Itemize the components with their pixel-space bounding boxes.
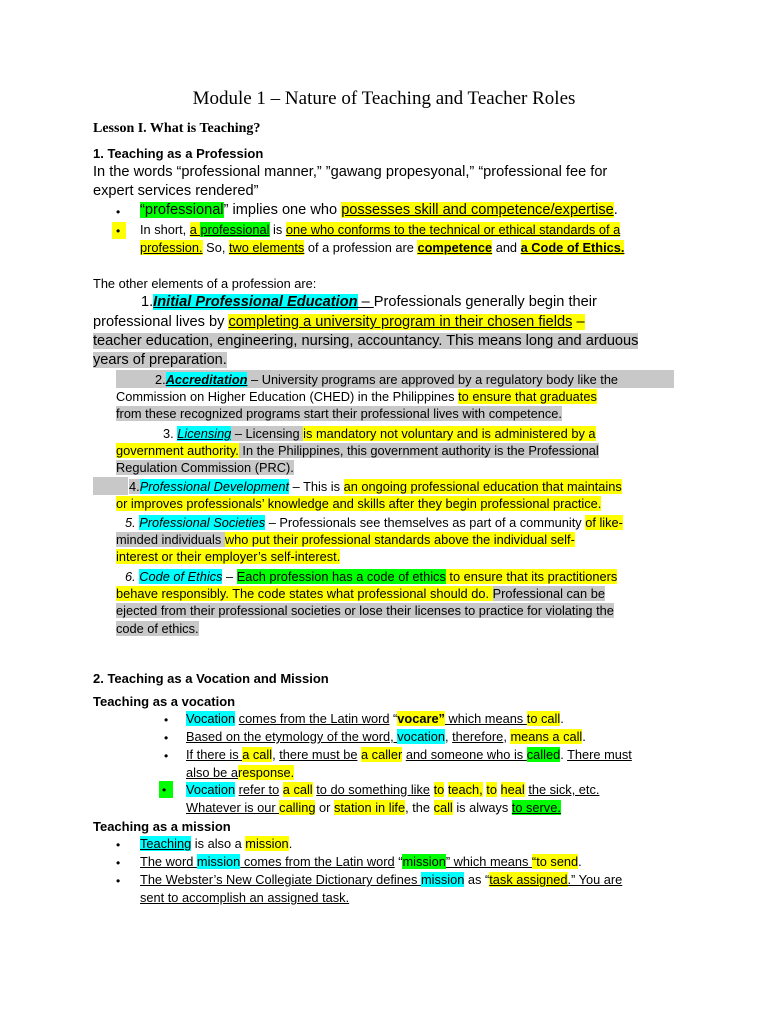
element-term: Accreditation: [165, 372, 248, 387]
highlight-yellow: teach,: [447, 782, 483, 797]
element-number: 4.: [129, 479, 140, 494]
text: In short,: [140, 222, 190, 237]
text: and someone who is: [405, 747, 527, 762]
element-term: Initial Professional Education: [153, 294, 358, 310]
lesson-heading: Lesson I. What is Teaching?: [93, 121, 261, 136]
text: also be a: [186, 765, 238, 780]
element-1-line-2: [93, 314, 585, 330]
element-6-line-4: [116, 621, 199, 636]
highlight-green: called: [526, 747, 561, 762]
highlight-yellow: possesses skill and competence/expertise: [341, 202, 614, 218]
highlight-yellow: to: [433, 782, 445, 797]
element-6-line-2: [116, 586, 605, 601]
element-term: Code of Ethics: [139, 569, 223, 584]
highlight-yellow: mission: [245, 836, 289, 851]
text: So,: [202, 240, 229, 255]
highlight-gray: from these recognized programs start their professional lives with competence.: [116, 406, 562, 421]
bullet-glyph: •: [162, 783, 167, 797]
element-number: 6.: [125, 569, 140, 584]
text: Whatever is our: [186, 800, 280, 815]
section-heading-vocation: 2. Teaching as a Vocation and Mission: [93, 671, 329, 686]
highlight-gray: minded individuals: [116, 532, 225, 547]
bullet-glyph: •: [116, 874, 121, 888]
subheading-vocation: Teaching as a vocation: [93, 694, 236, 709]
highlight-gray: Regulation Commission (PRC).: [116, 460, 294, 475]
highlight-gray: Professional can be: [492, 586, 605, 601]
highlight-gray: ejected from their professional societies or lose their licenses to practice for violating the: [116, 603, 614, 618]
text: is always: [452, 800, 512, 815]
highlight-gray: – Licensing: [231, 426, 304, 441]
text: there must be: [279, 747, 358, 762]
text: Latin word: [330, 711, 390, 726]
text: or: [315, 800, 334, 815]
vocation-bullet-3-line-2: [186, 765, 294, 780]
highlight-yellow: a: [189, 222, 201, 237]
bullet-professional: [140, 202, 618, 218]
highlight-gray: In the Philippines, this government authority is the Professional: [238, 443, 599, 458]
text: and: [492, 240, 521, 255]
mission-bullet-3-line-1: [140, 872, 622, 887]
other-elements-intro: The other elements of a profession are:: [93, 276, 317, 291]
text: of a profession are: [304, 240, 418, 255]
text: comes from the: [238, 711, 331, 726]
subheading-mission: Teaching as a mission: [93, 819, 231, 834]
text: comes from the: [240, 854, 336, 869]
element-6-line-3: [116, 603, 614, 618]
bullet-in-short-line-1: [140, 222, 620, 237]
highlight-yellow: of like-: [585, 515, 623, 530]
highlight-yellow: to: [486, 782, 497, 797]
highlight-yellow: a caller: [361, 747, 403, 762]
element-3-line-2: [116, 443, 599, 458]
highlight-yellow: response.: [237, 765, 295, 780]
text: is: [269, 222, 286, 237]
text: ,: [503, 729, 511, 744]
highlight-yellow: means a call: [510, 729, 583, 744]
highlight-yellow: competence: [417, 240, 493, 255]
highlight-cyan: mission: [420, 872, 465, 887]
text: is also a: [191, 836, 246, 851]
highlight-yellow: interest or their employer’s self-interest.: [116, 549, 341, 564]
bullet-glyph: •: [116, 856, 121, 870]
text: [497, 782, 501, 797]
text: The Webster’s New Collegiate Dictionary defines: [140, 872, 421, 887]
element-4-line-2: [116, 496, 601, 511]
text: ,: [272, 747, 280, 762]
highlight-yellow: a call: [242, 747, 273, 762]
highlight-cyan: Teaching: [140, 836, 192, 851]
text: “: [389, 711, 398, 726]
vocation-bullet-3-line-1: [186, 747, 632, 762]
highlight-cyan: Vocation: [186, 782, 236, 797]
element-2-line-2: [116, 389, 597, 404]
highlight-green: Each profession has a code of ethics: [236, 569, 446, 584]
element-term: Professional Development: [139, 479, 290, 494]
highlight-yellow: is mandatory not voluntary and is administered by a: [303, 426, 596, 441]
mission-bullet-3-line-2: [140, 890, 349, 905]
text: .: [560, 747, 568, 762]
highlight-yellow: task assigned: [489, 872, 568, 887]
gray-band: [93, 477, 128, 495]
highlight-yellow: call: [433, 800, 453, 815]
highlight-yellow: a call: [282, 782, 313, 797]
text: – Professionals see themselves as part of a community: [265, 515, 586, 530]
highlight-gray: teacher education, engineering, nursing, accountancy. This means long and arduous: [93, 333, 639, 349]
highlight-yellow: to ensure that its practitioners: [445, 569, 618, 584]
element-number: 5.: [125, 515, 140, 530]
highlight-yellow: completing a university program in their chosen fields: [228, 314, 573, 330]
page-title: Module 1 – Nature of Teaching and Teacher Roles: [192, 88, 576, 109]
text: .: [582, 729, 586, 744]
highlight-cyan: vocation: [397, 729, 445, 744]
mission-bullet-1: [140, 836, 292, 851]
text: There must: [567, 747, 632, 762]
text: to do something like: [316, 782, 431, 797]
text: –: [222, 569, 237, 584]
text: therefore: [452, 729, 504, 744]
section-heading-profession: 1. Teaching as a Profession: [93, 146, 264, 161]
text: ” which means: [445, 854, 532, 869]
text: as: [464, 872, 485, 887]
text: .” You are: [567, 872, 623, 887]
text: –: [357, 294, 374, 310]
intro-line-1: In the words “professional manner,” ”gawang propesyonal,” “professional fee for: [93, 164, 608, 180]
text: The word: [140, 854, 197, 869]
text: “: [484, 872, 490, 887]
text: .: [613, 202, 618, 218]
text: ” implies one who: [223, 202, 342, 218]
highlight-yellow: who put their professional standards above the individual self-: [224, 532, 575, 547]
element-4-line-1: [129, 479, 622, 494]
text: .: [288, 836, 293, 851]
intro-line-2: expert services rendered”: [93, 183, 259, 199]
element-5-line-3: [116, 549, 340, 564]
highlight-yellow: to call: [526, 711, 561, 726]
text: , the: [405, 800, 434, 815]
text: Professionals generally begin their: [373, 294, 597, 310]
highlight-yellow: to send: [536, 854, 579, 869]
vocation-bullet-2: [186, 729, 586, 744]
element-3-line-3: [116, 460, 294, 475]
element-term: Professional Societies: [139, 515, 266, 530]
highlight-yellow: two elements: [228, 240, 305, 255]
vocation-bullet-4-line-2: [186, 800, 561, 815]
highlight-yellow: government authority.: [116, 443, 239, 458]
highlight-yellow: an ongoing professional education that maintains: [343, 479, 622, 494]
bullet-glyph: •: [164, 731, 169, 745]
text: the sick, etc.: [528, 782, 600, 797]
bullet-in-short-line-2: [140, 240, 624, 255]
highlight-cyan: Vocation: [186, 711, 236, 726]
highlight-yellow: profession.: [140, 240, 203, 255]
text: “: [531, 854, 537, 869]
highlight-gray: code of ethics.: [116, 621, 199, 636]
text: – University programs are approved by a regulatory body like the: [247, 372, 619, 387]
element-term: Licensing: [177, 426, 232, 441]
highlight-yellow: a Code of Ethics.: [520, 240, 625, 255]
element-number: 1.: [141, 294, 154, 310]
highlight-yellow: one who conforms to the technical or ethical standards of a: [285, 222, 621, 237]
text: If there is: [186, 747, 243, 762]
vocation-bullet-4-line-1: [186, 782, 599, 797]
element-5-line-2: [116, 532, 575, 547]
highlight-yellow: to ensure that graduates: [458, 389, 597, 404]
highlight-yellow: behave responsibly. The code states what professional should do.: [116, 586, 493, 601]
highlight-yellow: calling: [279, 800, 316, 815]
text: Based on the etymology of the word,: [186, 729, 398, 744]
text: .: [560, 711, 564, 726]
text: sent to accomplish an assigned task.: [140, 890, 350, 905]
text: Commission on Higher Education (CHED) in the Philippines: [116, 389, 459, 404]
text: which means: [444, 711, 527, 726]
highlight-gray: years of preparation.: [93, 352, 227, 368]
bullet-glyph: •: [164, 749, 169, 763]
element-2-line-1: [155, 372, 618, 387]
highlight-yellow: heal: [500, 782, 525, 797]
element-1-line-4: [93, 352, 227, 368]
element-5-line-1: [125, 515, 623, 530]
vocation-bullet-1: [186, 711, 564, 726]
highlight-green: “professional: [140, 202, 224, 218]
highlight-green: mission: [402, 854, 446, 869]
text: Latin word: [335, 854, 395, 869]
highlight-cyan: mission: [196, 854, 241, 869]
mission-bullet-2: [140, 854, 582, 869]
highlight-green: to serve.: [511, 800, 561, 815]
highlight-yellow: station in life: [333, 800, 406, 815]
text: .: [578, 854, 582, 869]
text: “: [394, 854, 403, 869]
highlight-green: professional: [200, 222, 270, 237]
text: – This is: [289, 479, 344, 494]
text: professional lives by: [93, 314, 229, 330]
highlight-yellow: or improves professionals’ knowledge and skills after they begin professional practice.: [116, 496, 602, 511]
element-number: 2.: [155, 372, 166, 387]
text: ,: [444, 729, 453, 744]
element-2-line-3: [116, 406, 562, 421]
element-1-line-3: [93, 333, 638, 349]
highlight-yellow: vocare”: [397, 711, 445, 726]
text: refer to: [238, 782, 280, 797]
element-number: 3.: [163, 426, 178, 441]
bullet-glyph: •: [116, 838, 121, 852]
bullet-glyph: •: [116, 205, 121, 219]
element-6-line-1: [125, 569, 617, 584]
bullet-glyph: •: [116, 224, 121, 238]
bullet-glyph: •: [164, 713, 169, 727]
element-1-line-1: [141, 294, 597, 310]
text: –: [572, 314, 585, 330]
element-3-line-1: [163, 426, 596, 441]
